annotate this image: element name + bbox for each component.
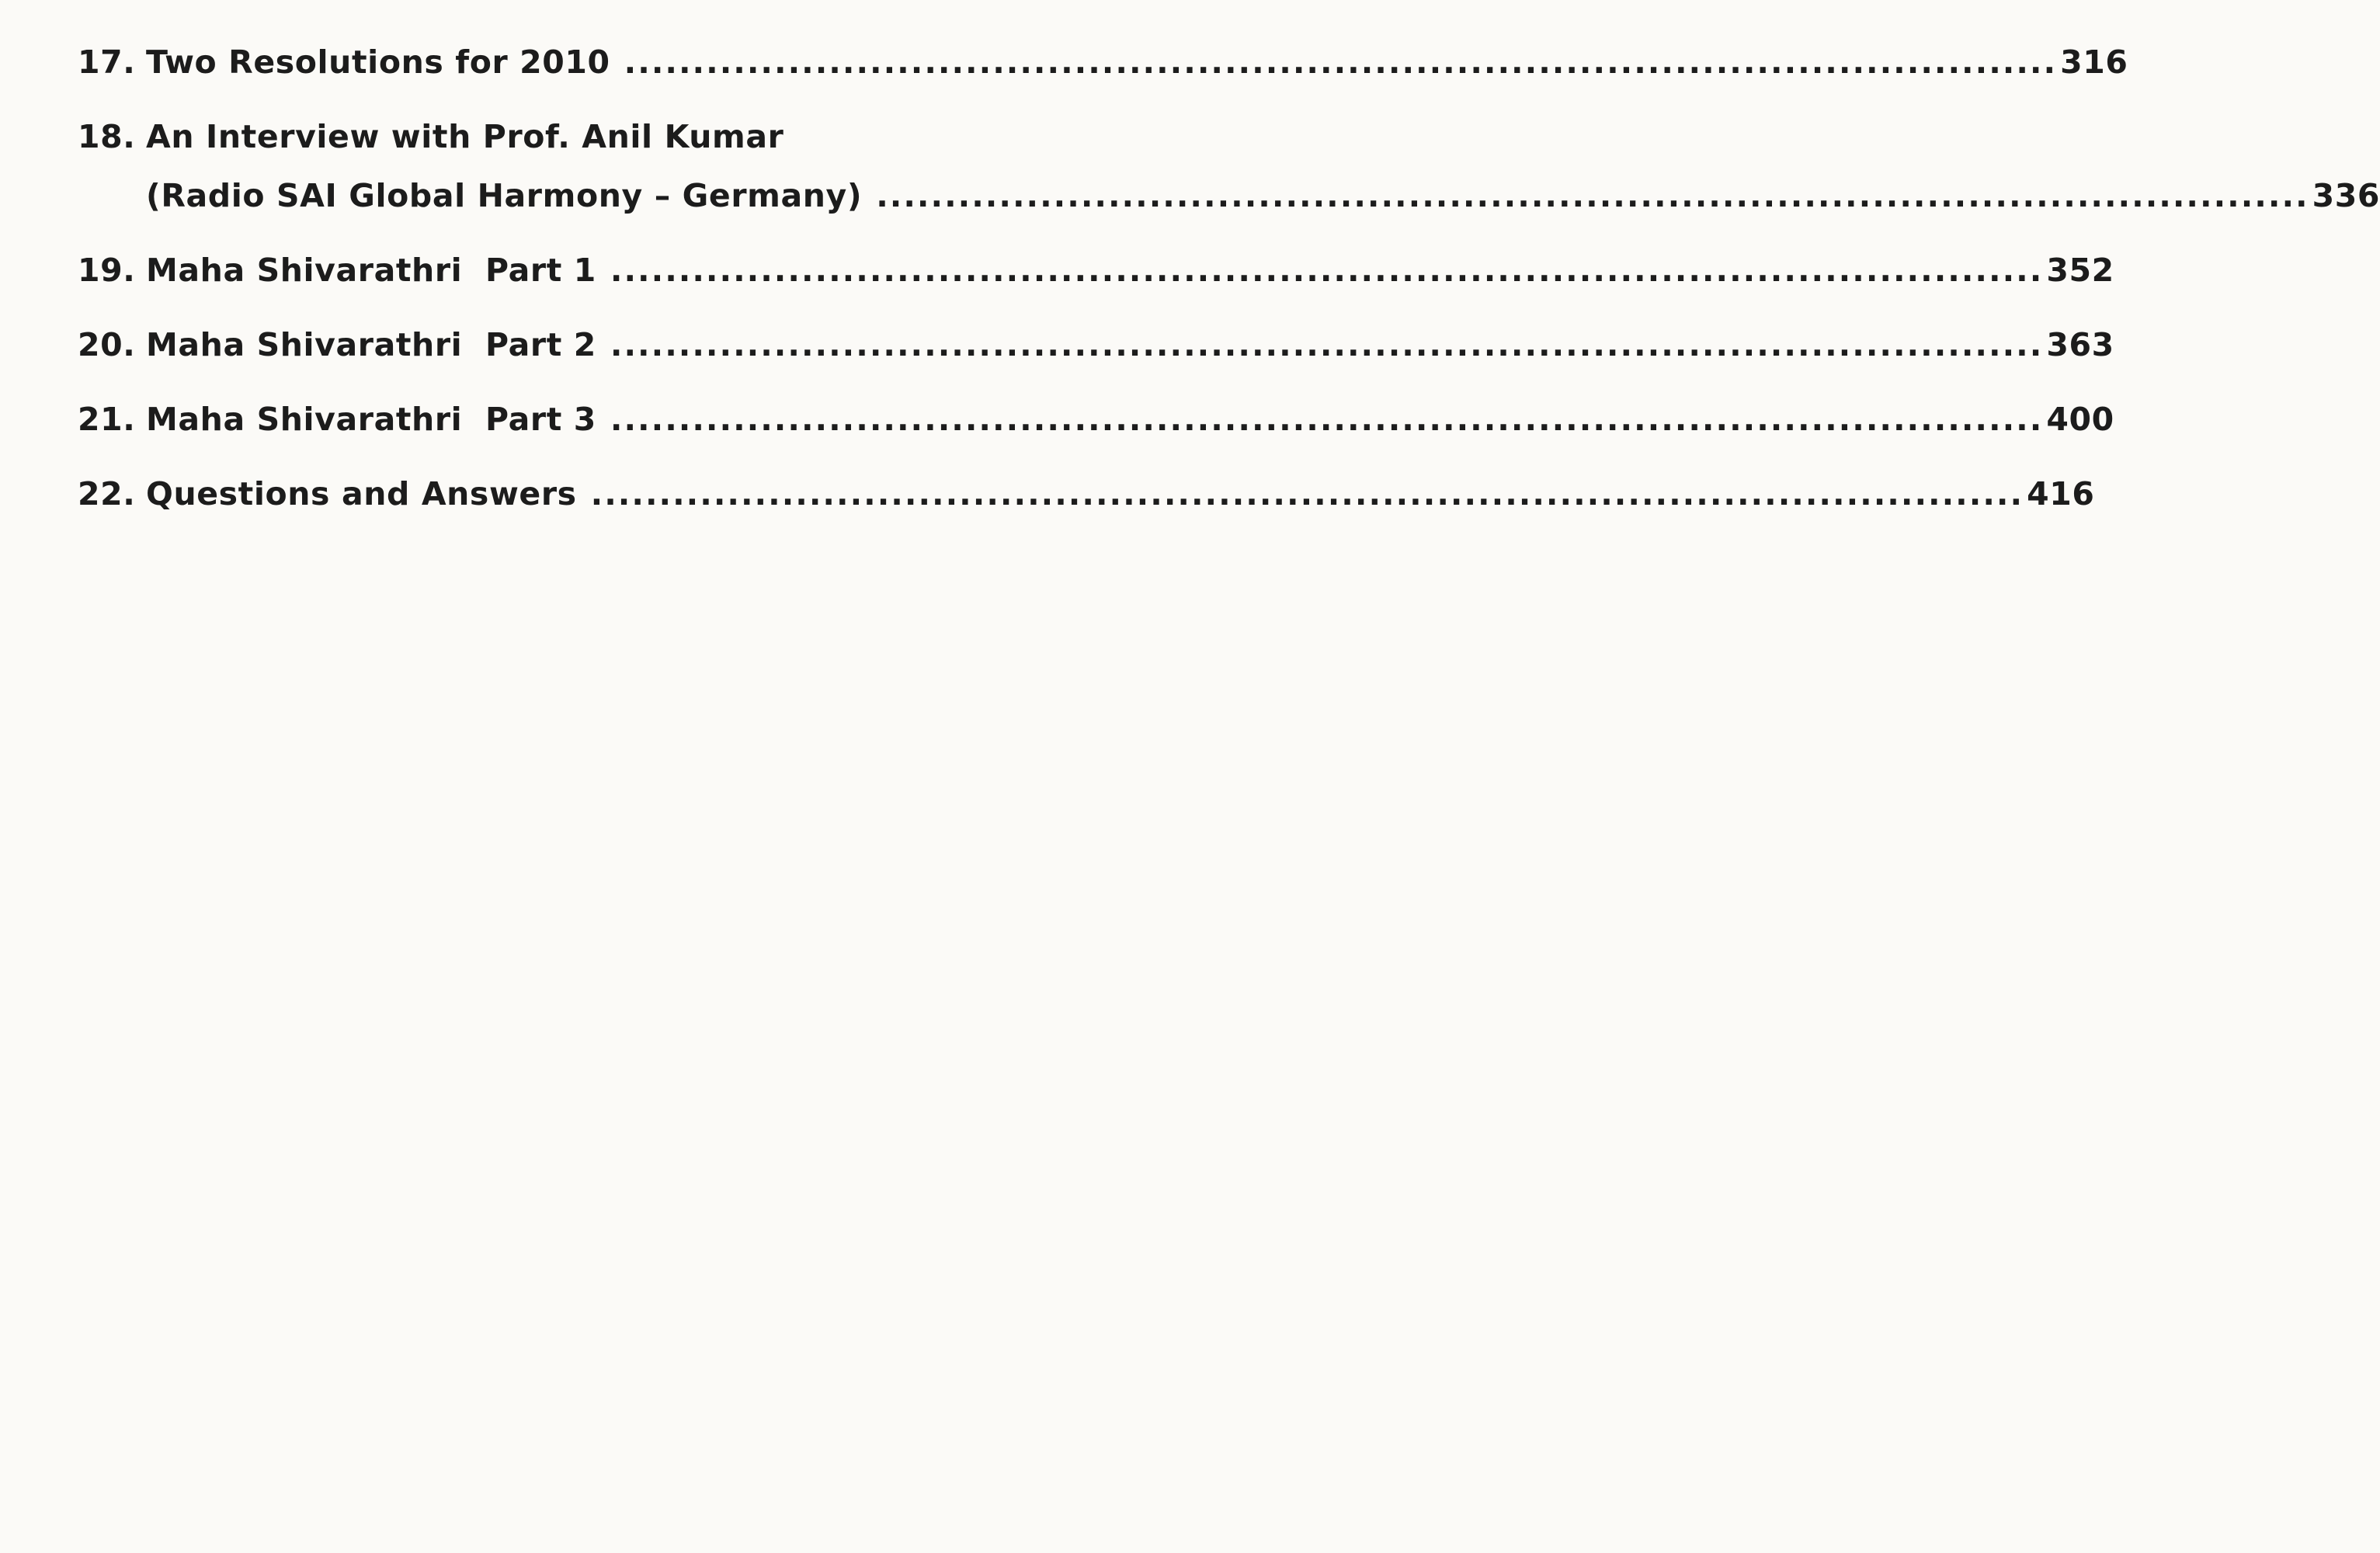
toc-entry-20 xyxy=(78,323,2114,367)
toc-entry-title: An Interview with Prof. Anil Kumar xyxy=(146,118,784,155)
dot-leader: ......................................................................................................... xyxy=(610,252,2044,289)
toc-entry-number: 22. xyxy=(78,475,136,512)
toc-entry-17 xyxy=(78,40,2128,84)
dot-leader: ......................................................................................................... xyxy=(610,401,2044,438)
toc-entry-page: 316 xyxy=(2060,43,2128,81)
toc-entry-title: Maha Shivarathri Part 2 xyxy=(146,326,596,363)
toc-entry-page: 416 xyxy=(2027,475,2095,512)
dot-leader: ......................................................................................................... xyxy=(610,326,2044,363)
toc-entry-page: 400 xyxy=(2046,401,2114,438)
toc-entry-number: 20. xyxy=(78,326,136,363)
toc-entry-number: 19. xyxy=(78,252,136,289)
toc-entry-title: Two Resolutions for 2010 xyxy=(146,43,610,81)
toc-entry-page: 363 xyxy=(2046,326,2114,363)
toc-entry-subtitle: (Radio SAI Global Harmony – Germany) xyxy=(146,177,863,214)
toc-entry-19 xyxy=(78,248,2114,292)
dot-leader: ......................................................................................................... xyxy=(876,177,2309,214)
toc-entry-title: Questions and Answers xyxy=(146,475,577,512)
toc-entry-title: Maha Shivarathri Part 1 xyxy=(146,252,596,289)
toc-entry-page: 336 xyxy=(2312,177,2380,214)
toc-entry-21 xyxy=(78,398,2114,441)
toc-entry-18 xyxy=(78,115,2380,217)
toc-entry-22 xyxy=(78,472,2095,516)
table-of-contents xyxy=(78,40,2380,516)
dot-leader: ......................................................................................................... xyxy=(590,475,2024,512)
toc-entry-page: 352 xyxy=(2046,252,2114,289)
dot-leader: ......................................................................................................... xyxy=(624,43,2058,81)
toc-entry-number: 17. xyxy=(78,43,136,81)
toc-entry-number: 21. xyxy=(78,401,136,438)
toc-entry-number: 18. xyxy=(78,118,136,155)
toc-entry-title: Maha Shivarathri Part 3 xyxy=(146,401,596,438)
